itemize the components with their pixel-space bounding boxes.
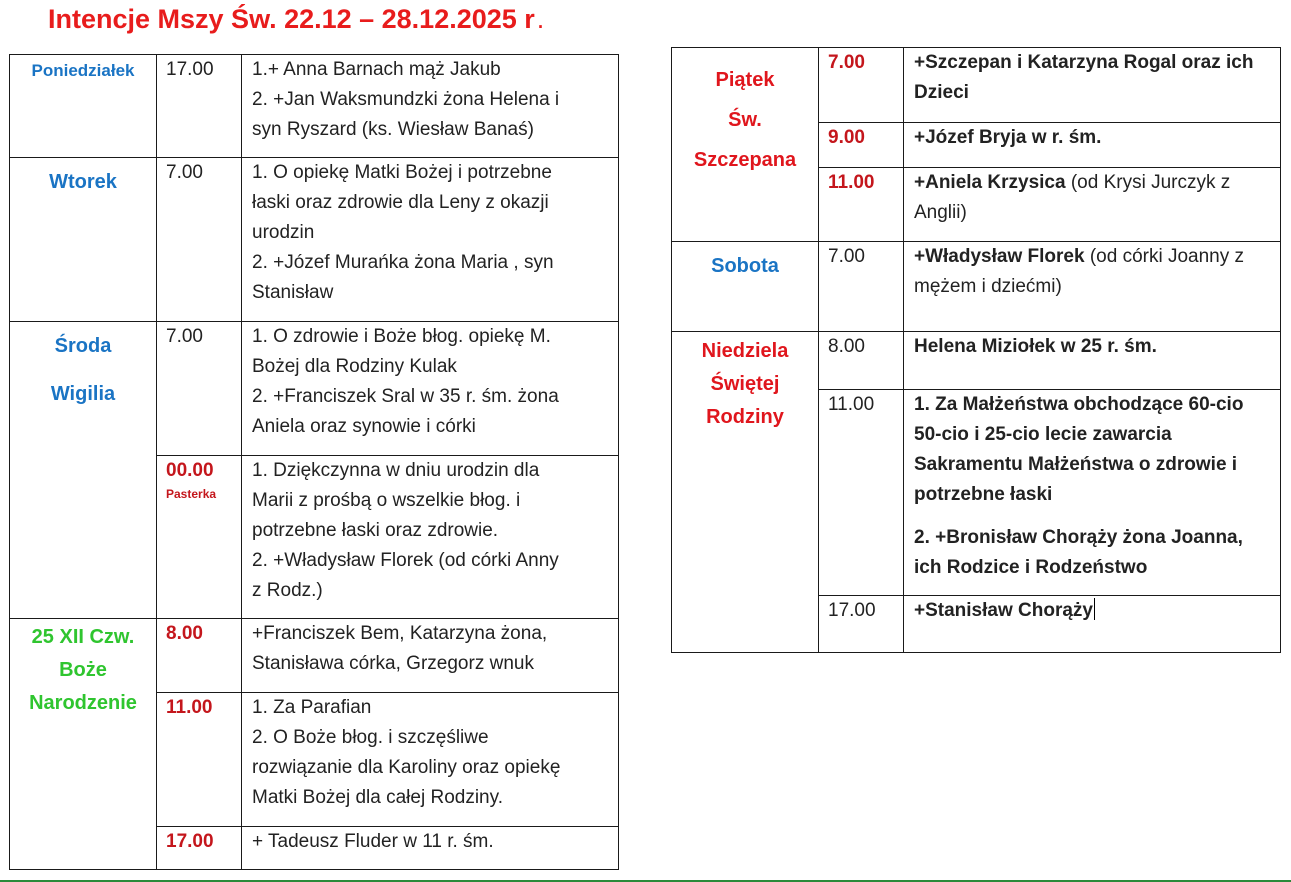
schedule-table-left (9, 54, 619, 870)
text-cursor (1094, 598, 1095, 620)
intention: +Władysław Florek (od córki Joanny z mężem i dziećmi) (904, 242, 1281, 332)
mass-time: 17.00 (157, 827, 242, 870)
mass-time: 7.00 (157, 158, 242, 322)
day-label: Szczepana (693, 149, 797, 171)
mass-note: Pasterka (166, 487, 217, 501)
intention: 1. Za Parafian 2. O Boże błog. i szczęśliwe rozwiązanie dla Karoliny oraz opiekę Matki Bożej dla całej Rodziny. (242, 693, 619, 827)
mass-time: 8.00 (819, 332, 904, 390)
mass-time: 11.00 (819, 168, 904, 242)
intention: +Franciszek Bem, Katarzyna żona, Stanisława córka, Grzegorz wnuk (242, 619, 619, 693)
mass-time: 8.00 (157, 619, 242, 693)
day-label: Narodzenie (29, 692, 137, 714)
day-cell (10, 158, 157, 322)
day-label: Środa (54, 335, 112, 357)
intention: +Szczepan i Katarzyna Rogal oraz ich Dzieci (904, 48, 1281, 123)
day-label: Wigilia (50, 383, 116, 405)
schedule-table-right (671, 47, 1281, 653)
mass-time: 7.00 (819, 242, 904, 332)
day-label: Świętej (710, 373, 780, 395)
table-row (10, 619, 619, 693)
day-label: Piątek (715, 69, 775, 91)
table-row (10, 55, 619, 158)
day-label: Poniedziałek (31, 61, 135, 80)
day-cell (10, 55, 157, 158)
intention: 1. O zdrowie i Boże błog. opiekę M. Bożej dla Rodziny Kulak 2. +Franciszek Sral w 35 r. śm. żona Aniela oraz synowie i córki (242, 322, 619, 456)
mass-time: 00.00 Pasterka (157, 456, 242, 619)
intention: 1. O opiekę Matki Bożej i potrzebne łaski oraz zdrowie dla Leny z okazji urodzin 2. +Józef Murańka żona Maria , syn Stanisław (242, 158, 619, 322)
intention: 1. Dziękczynna w dniu urodzin dla Marii z prośbą o wszelkie błog. i potrzebne łaski oraz zdrowie. 2. +Władysław Florek (od córki Anny z Rodz.) (242, 456, 619, 619)
day-label: Rodziny (706, 406, 784, 428)
day-cell (672, 48, 819, 242)
table-row (672, 332, 1281, 390)
mass-time: 11.00 (819, 390, 904, 596)
intention: 1. Za Małżeństwa obchodzące 60-cio 50-cio i 25-cio lecie zawarcia Sakramentu Małżeństwa o zdrowie i potrzebne łaski 2. +Bronisław Chorąży żona Joanna, ich Rodzice i Rodzeństwo (904, 390, 1281, 596)
day-label: Niedziela (701, 340, 789, 362)
intention: +Aniela Krzysica (od Krysi Jurczyk z Anglii) (904, 168, 1281, 242)
intention: Helena Miziołek w 25 r. śm. (904, 332, 1281, 390)
intention[interactable]: +Stanisław Chorąży (904, 596, 1281, 653)
table-row (672, 242, 1281, 332)
day-cell (672, 332, 819, 653)
mass-time: 17.00 (819, 596, 904, 653)
intention: 1.+ Anna Barnach mąż Jakub 2. +Jan Waksmundzki żona Helena i syn Ryszard (ks. Wiesław Banaś) (242, 55, 619, 158)
day-cell (672, 242, 819, 332)
day-label: 25 XII Czw. (31, 626, 135, 648)
day-label: Boże (59, 659, 107, 681)
table-row (10, 322, 619, 456)
page-title: Intencje Mszy Św. 22.12 – 28.12.2025 r. (48, 4, 545, 34)
mass-time: 17.00 (157, 55, 242, 158)
table-row (672, 48, 1281, 123)
day-label: Św. (728, 109, 762, 131)
intention: + Tadeusz Fluder w 11 r. śm. (242, 827, 619, 870)
day-label: Sobota (711, 255, 779, 277)
day-cell (10, 619, 157, 870)
mass-time: 7.00 (157, 322, 242, 456)
intention: +Józef Bryja w r. śm. (904, 123, 1281, 168)
table-row (10, 158, 619, 322)
mass-time: 11.00 (157, 693, 242, 827)
day-cell (10, 322, 157, 619)
day-label: Wtorek (49, 171, 117, 193)
mass-time: 9.00 (819, 123, 904, 168)
mass-time: 7.00 (819, 48, 904, 123)
